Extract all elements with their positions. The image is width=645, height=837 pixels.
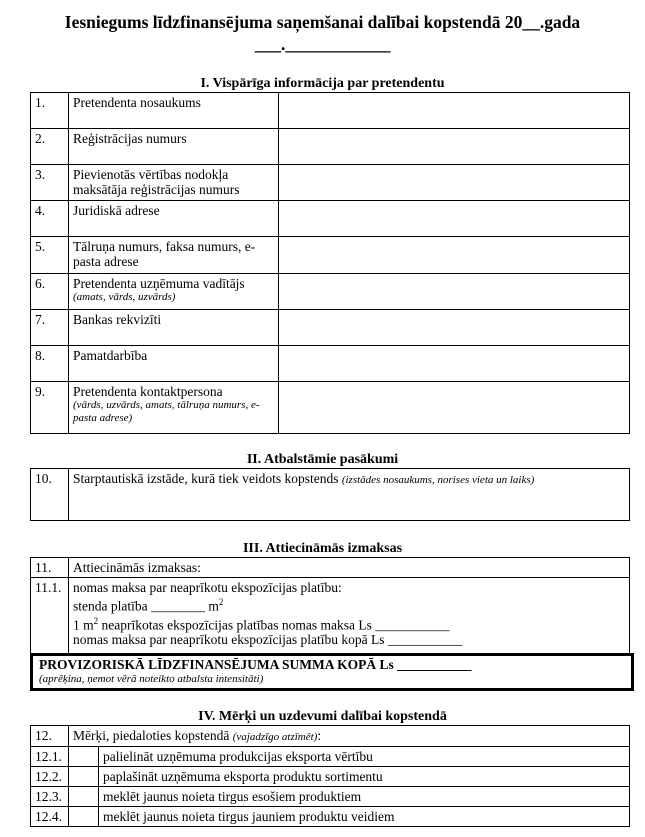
table-row [31, 310, 630, 346]
answer-cell[interactable] [279, 201, 630, 237]
row-number: 5. [31, 237, 69, 274]
row-label [69, 274, 279, 310]
section-2-table [30, 468, 630, 521]
section-1-heading: I. Vispārīga informācija par pretendentu [200, 76, 445, 91]
answer-cell[interactable] [279, 274, 630, 310]
row-label-text: Pretendenta kontaktpersona [73, 384, 223, 399]
section-2-heading: II. Atbalstāmie pasākumi [246, 452, 399, 467]
cost-line-4[interactable]: nomas maksa par neaprīkotu ekspozīcijas platību kopā Ls ___________ [73, 632, 463, 647]
document-date-line: ___.____________ [254, 34, 391, 54]
table-row [31, 237, 630, 274]
table-row [31, 558, 630, 578]
row-number: 12. [31, 726, 69, 747]
table-row [31, 93, 630, 129]
row-label: Reģistrācijas numurs [69, 129, 279, 165]
document-title: Iesniegums līdzfinansējuma saņemšanai dalībai kopstendā 20__.gada [64, 12, 581, 32]
row-number: 12.1. [31, 747, 69, 767]
row-number: 8. [31, 346, 69, 382]
total-box[interactable] [30, 653, 634, 691]
answer-cell[interactable] [279, 382, 630, 434]
section-1-table [30, 92, 630, 434]
section-3-heading: III. Attiecināmās izmaksas [242, 541, 403, 556]
row-number: 11. [31, 558, 69, 578]
exhibition-cell[interactable] [69, 469, 630, 521]
table-row [31, 382, 630, 434]
table-row [31, 346, 630, 382]
answer-cell[interactable] [279, 93, 630, 129]
row-label: Tālruņa numurs, faksa numurs, e-pasta adrese [69, 237, 279, 274]
section-3-table [30, 557, 630, 654]
row-number: 1. [31, 93, 69, 129]
row-label: Attiecināmās izmaksas: [69, 558, 630, 578]
row-number: 2. [31, 129, 69, 165]
table-row [31, 787, 630, 807]
row-number: 12.2. [31, 767, 69, 787]
row-note: (vārds, uzvārds, amats, tālruņa numurs, e-pasta adrese) [73, 399, 260, 424]
answer-cell[interactable] [279, 346, 630, 382]
answer-cell[interactable] [279, 237, 630, 274]
table-row [31, 726, 630, 747]
checkbox-cell[interactable] [69, 747, 99, 767]
checkbox-cell[interactable] [69, 787, 99, 807]
table-row [31, 129, 630, 165]
row-note: (amats, vārds, uzvārds) [73, 291, 176, 303]
cost-line-3[interactable]: 1 $m^2$ neaprīkotas ekspozīcijas platības nomas maksa Ls ___________ [73, 615, 450, 632]
cost-details [69, 578, 630, 654]
row-number: 7. [31, 310, 69, 346]
row-number: 10. [31, 469, 69, 521]
row-label: Mērķi, piedaloties kopstendā (vajadzīgo atzīmēt): [69, 726, 630, 747]
table-row [31, 469, 630, 521]
row-label: Bankas rekvizīti [69, 310, 279, 346]
row-label: Pamatdarbība [69, 346, 279, 382]
goal-label: paplašināt uzņēmuma eksporta produktu sortimentu [99, 767, 630, 787]
table-row [31, 747, 630, 767]
cost-line-2[interactable]: stenda platība ________ $m^2$ [73, 597, 224, 614]
answer-cell[interactable] [279, 165, 630, 201]
table-row [31, 767, 630, 787]
section-4-table [30, 725, 630, 827]
table-row [31, 807, 630, 827]
cost-line-1: nomas maksa par neaprīkotu ekspozīcijas platību: [73, 580, 342, 595]
table-row [31, 274, 630, 310]
row-note: (izstādes nosaukums, norises vieta un laiks) [341, 474, 535, 486]
row-number: 11.1. [31, 578, 69, 654]
checkbox-cell[interactable] [69, 807, 99, 827]
row-label: Pievienotās vērtības nodokļa maksātāja reģistrācijas numurs [69, 165, 279, 201]
goal-label: meklēt jaunus noieta tirgus jauniem produktu veidiem [99, 807, 630, 827]
row-label: Juridiskā adrese [69, 201, 279, 237]
goal-label: meklēt jaunus noieta tirgus esošiem produktiem [99, 787, 630, 807]
row-number: 12.3. [31, 787, 69, 807]
row-number: 3. [31, 165, 69, 201]
row-label: Pretendenta nosaukums [69, 93, 279, 129]
goal-label: palielināt uzņēmuma produkcijas eksporta vērtību [99, 747, 630, 767]
answer-cell[interactable] [279, 310, 630, 346]
row-label [69, 382, 279, 434]
total-note: (aprēķina, ņemot vērā noteikto atbalsta intensitāti) [39, 673, 264, 685]
row-number: 6. [31, 274, 69, 310]
table-row [31, 201, 630, 237]
row-label-text: Pretendenta uzņēmuma vadītājs [73, 276, 245, 291]
answer-cell[interactable] [279, 129, 630, 165]
section-4-heading: IV. Mērķi un uzdevumi dalībai kopstendā [198, 709, 447, 724]
table-row [31, 578, 630, 654]
total-label: PROVIZORISKĀ LĪDZFINANSĒJUMA SUMMA KOPĀ Ls ___________ [39, 657, 472, 672]
table-row [31, 165, 630, 201]
row-number: 9. [31, 382, 69, 434]
row-number: 4. [31, 201, 69, 237]
row-label: Starptautiskā izstāde, kurā tiek veidots kopstends [73, 471, 339, 486]
row-note: (vajadzīgo atzīmēt) [232, 731, 318, 743]
row-number: 12.4. [31, 807, 69, 827]
checkbox-cell[interactable] [69, 767, 99, 787]
